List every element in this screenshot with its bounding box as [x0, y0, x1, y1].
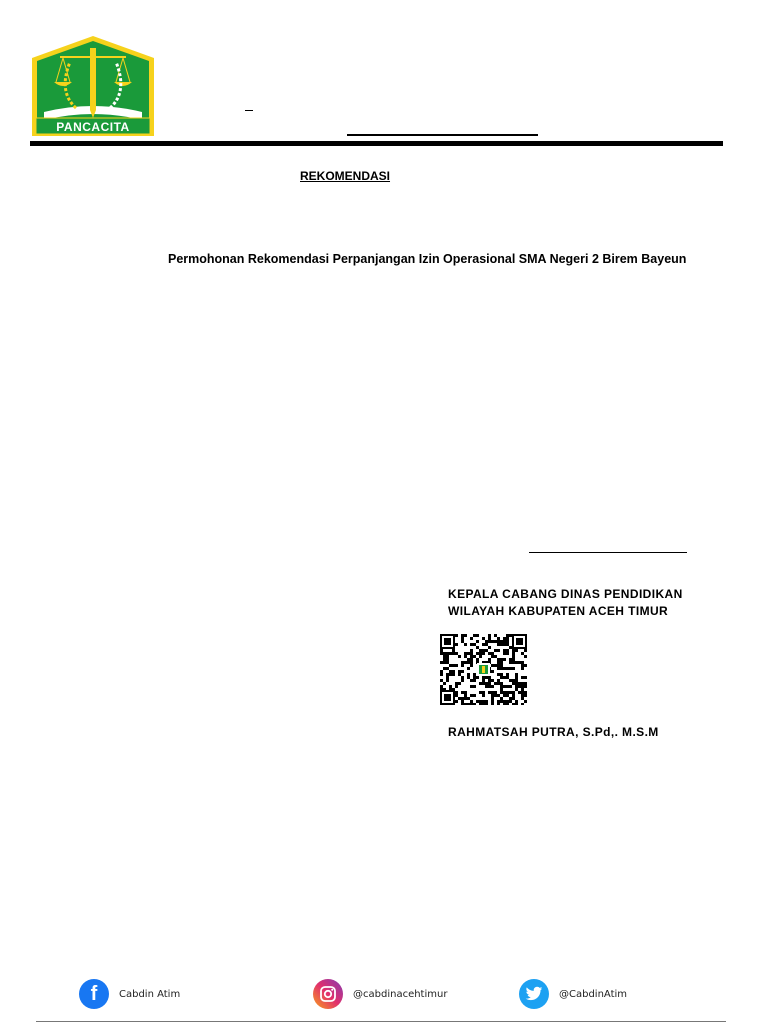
footer-instagram [313, 978, 447, 1010]
footer-divider [36, 1021, 726, 1022]
facebook-icon: f [79, 979, 109, 1009]
letterhead-divider [30, 141, 723, 146]
qr-code [440, 634, 527, 705]
instagram-icon [313, 979, 343, 1009]
signatory-name: RAHMATSAH PUTRA, S.Pd,. M.S.M [448, 725, 659, 739]
signatory-position-line1: KEPALA CABANG DINAS PENDIDIKAN [448, 587, 683, 601]
document-subject: Permohonan Rekomendasi Perpanjangan Izin Operasional SMA Negeri 2 Birem Bayeun [168, 252, 687, 266]
date-line [529, 552, 687, 553]
document-title: REKOMENDASI [300, 169, 391, 183]
logo-label: PANCACITA [56, 120, 130, 134]
twitter-icon [519, 979, 549, 1009]
header-dash [245, 110, 253, 111]
instagram-label: @cabdinacehtimur [353, 988, 448, 1000]
signatory-position-line2: WILAYAH KABUPATEN ACEH TIMUR [448, 604, 669, 618]
footer-twitter [519, 978, 627, 1010]
facebook-label: Cabdin Atim [119, 988, 181, 1000]
header-underline [347, 134, 538, 136]
signatory-position [448, 586, 683, 620]
twitter-label: @CabdinAtim [559, 988, 628, 1000]
footer-facebook [79, 978, 180, 1010]
